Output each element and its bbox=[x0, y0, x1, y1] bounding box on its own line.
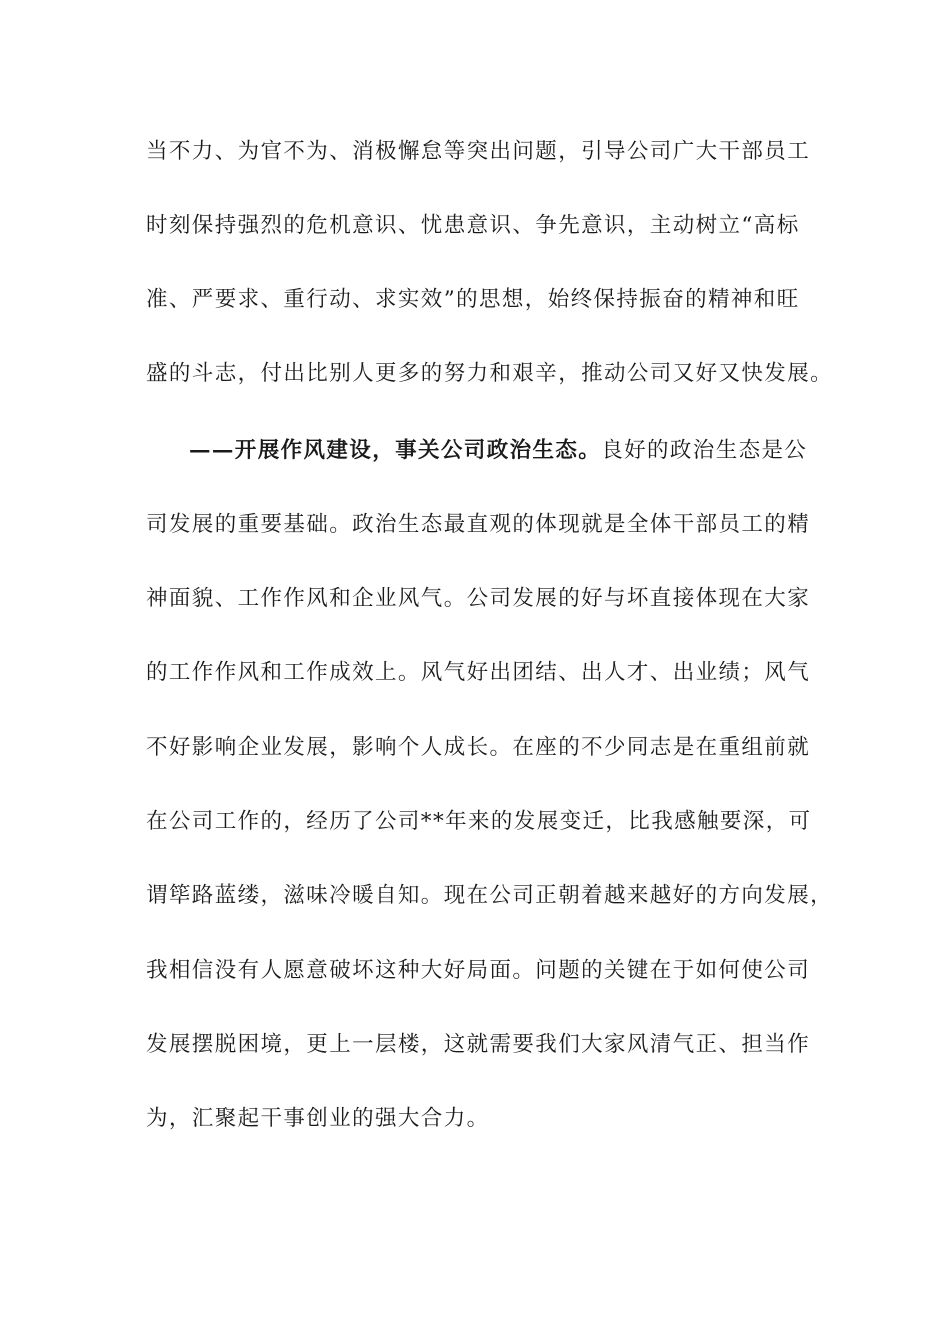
paragraph-2-line-9: 发展摆脱困境，更上一层楼，这就需要我们大家风清气正、担当作 bbox=[146, 1032, 811, 1057]
paragraph-2-line-3: 神面貌、工作作风和企业风气。公司发展的好与坏直接体现在大家 bbox=[146, 586, 811, 611]
paragraph-1-line-3: 准、严要求、重行动、求实效”的思想，始终保持振奋的精神和旺 bbox=[146, 287, 800, 312]
paragraph-2-line-1-text: 良好的政治生态是公 bbox=[601, 438, 808, 463]
paragraph-1-line-2: 时刻保持强烈的危机意识、忧患意识、争先意识，主动树立“高标 bbox=[146, 213, 800, 238]
paragraph-2-line-10: 为，汇聚起干事创业的强大合力。 bbox=[146, 1106, 490, 1131]
paragraph-2-line-8: 我相信没有人愿意破坏这种大好局面。问题的关键在于如何使公司 bbox=[146, 958, 811, 983]
paragraph-2-heading: ——开展作风建设，事关公司政治生态。 bbox=[189, 438, 602, 463]
paragraph-2-line-2: 司发展的重要基础。政治生态最直观的体现就是全体干部员工的精 bbox=[146, 512, 811, 537]
paragraph-2-line-5: 不好影响企业发展，影响个人成长。在座的不少同志是在重组前就 bbox=[146, 735, 811, 760]
paragraph-2-line-1 bbox=[189, 437, 849, 465]
paragraph-1-line-4: 盛的斗志，付出比别人更多的努力和艰辛，推动公司又好又快发展。 bbox=[146, 361, 834, 386]
paragraph-2-line-4: 的工作作风和工作成效上。风气好出团结、出人才、出业绩；风气 bbox=[146, 660, 811, 685]
paragraph-1-line-1: 当不力、为官不为、消极懈怠等突出问题，引导公司广大干部员工 bbox=[146, 139, 811, 164]
paragraph-2-line-6: 在公司工作的，经历了公司**年来的发展变迁，比我感触要深，可 bbox=[146, 809, 812, 834]
paragraph-2-line-7: 谓筚路蓝缕，滋味冷暖自知。现在公司正朝着越来越好的方向发展， bbox=[146, 883, 834, 908]
